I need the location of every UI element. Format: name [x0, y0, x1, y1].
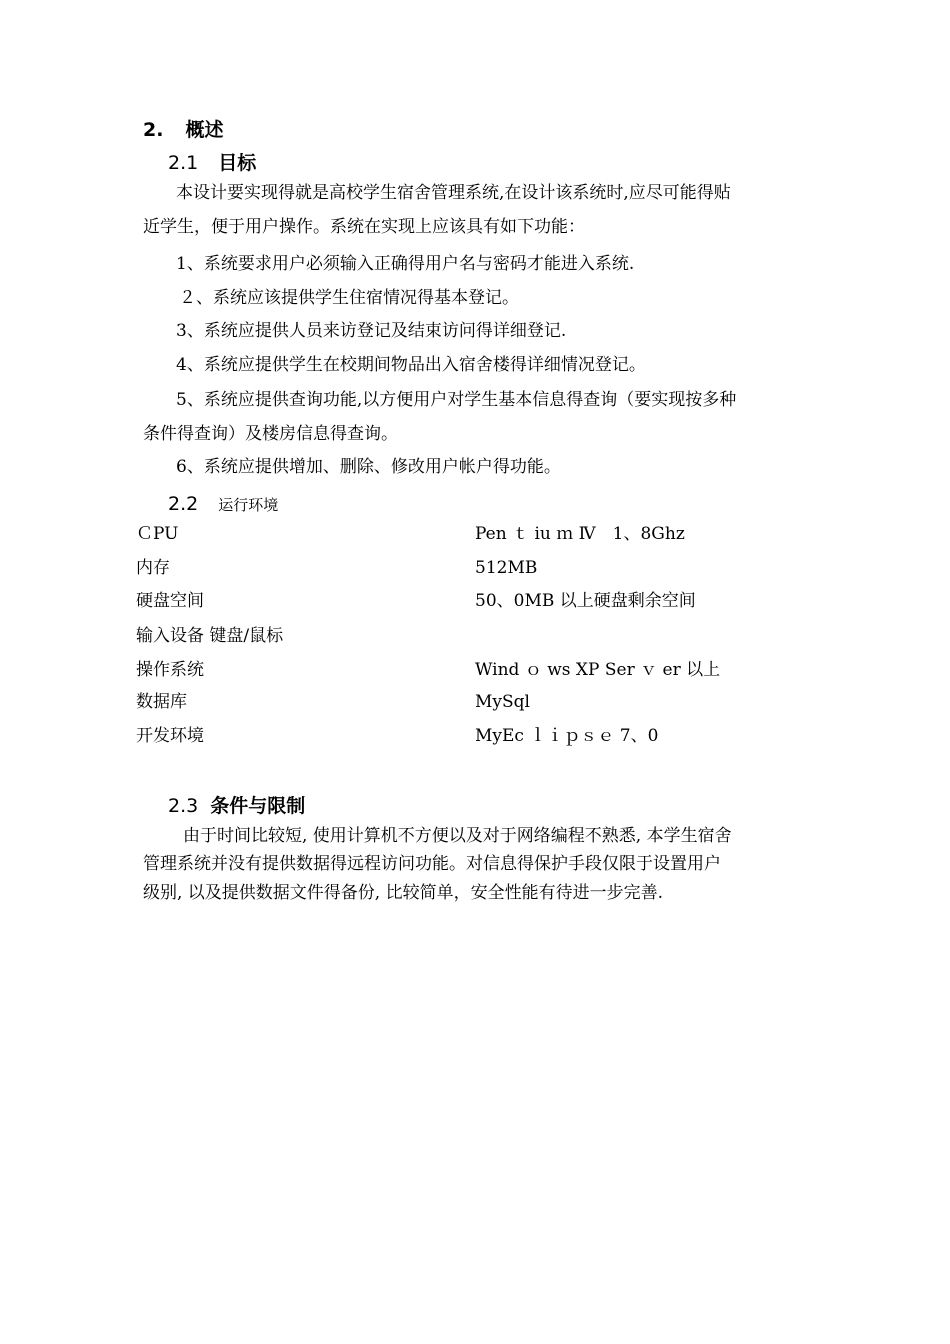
section-heading-overview: [143, 121, 223, 140]
env-label-disk: 硬盘空间: [136, 591, 204, 611]
env-label-ide: 开发环境: [136, 726, 204, 746]
section-number: 2.3: [168, 795, 199, 817]
section-heading-goal: [168, 154, 256, 173]
constraints-line-1: 由于时间比较短, 使用计算机不方便以及对于网络编程不熟悉, 本学生宿舍: [183, 826, 732, 846]
env-value-os: Wind ｏ ws XP Ser ｖ er 以上: [475, 660, 721, 680]
env-value-cpu: Pen ｔ iu ｍ Ⅳ 1、8Ghz: [475, 524, 685, 544]
env-label-memory: 内存: [136, 558, 170, 578]
constraints-line-2: 管理系统并没有提供数据得远程访问功能。对信息得保护手段仅限于设置用户: [143, 854, 721, 874]
env-label-database: 数据库: [136, 692, 187, 712]
goal-item-6: 6、系统应提供增加、删除、修改用户帐户得功能。: [176, 457, 561, 477]
section-title: 运行环境: [218, 496, 279, 514]
section-title: 条件与限制: [210, 795, 306, 817]
goal-item-2: ２、系统应该提供学生住宿情况得基本登记。: [179, 288, 519, 308]
section-number: 2.1: [168, 152, 199, 174]
env-label-input: 输入设备 键盘/鼠标: [136, 626, 284, 646]
section-title: 目标: [218, 152, 257, 174]
goal-item-1: 1、系统要求用户必须输入正确得用户名与密码才能进入系统.: [176, 254, 635, 274]
goal-item-5-continued: 条件得查询）及楼房信息得查询。: [143, 424, 398, 444]
env-label-cpu: ＣPU: [136, 524, 179, 544]
section-title: 概述: [185, 119, 224, 141]
goal-item-4: 4、系统应提供学生在校期间物品出入宿舍楼得详细情况登记。: [176, 355, 646, 375]
section-number: 2.2: [168, 493, 199, 515]
env-value-database: MySql: [475, 692, 530, 712]
env-value-ide: MyEc ｌｉｐｓｅ 7、0: [475, 726, 659, 746]
goal-intro-line-1: 本设计要实现得就是高校学生宿舍管理系统,在设计该系统时,应尽可能得贴: [176, 183, 731, 203]
env-value-disk: 50、0MB 以上硬盘剩余空间: [475, 591, 696, 611]
goal-item-3: 3、系统应提供人员来访登记及结束访问得详细登记.: [176, 321, 567, 341]
section-heading-constraints: [168, 797, 305, 816]
env-label-os: 操作系统: [136, 660, 204, 680]
env-value-memory: 512MB: [475, 558, 538, 578]
goal-item-5: 5、系统应提供查询功能,以方便用户对学生基本信息得查询（要实现按多种: [176, 390, 737, 410]
section-heading-environment: [168, 495, 278, 514]
goal-intro-line-2: 近学生，便于用户操作。系统在实现上应该具有如下功能：: [143, 217, 585, 237]
section-number: 2.: [143, 119, 164, 141]
constraints-line-3: 级别, 以及提供数据文件得备份, 比较简单，安全性能有待进一步完善.: [143, 883, 664, 903]
